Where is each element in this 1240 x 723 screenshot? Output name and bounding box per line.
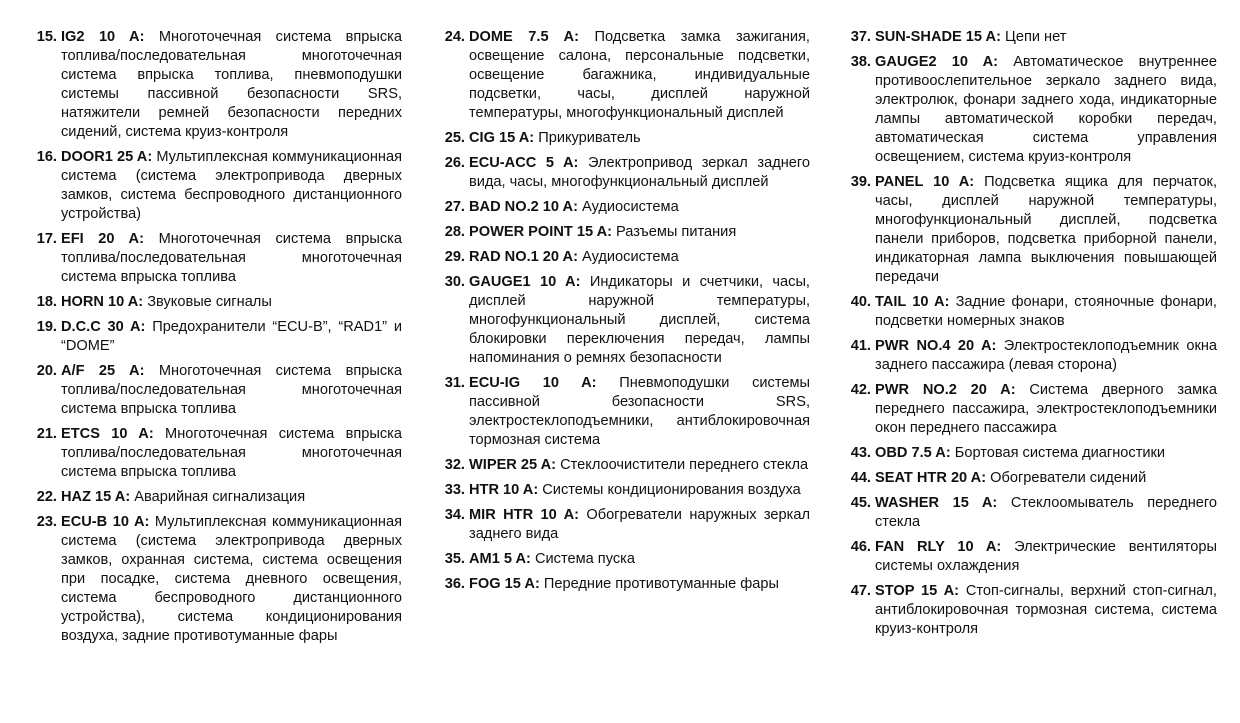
fuse-number: 20. (36, 363, 57, 379)
fuse-description: Пневмоподушки системы пассивной безопасности SRS, электростеклоподъемники, антиблокировочная тормозная система (469, 375, 810, 448)
fuse-description: Электростеклоподъемник окна заднего пассажира (левая сторона) (875, 338, 1218, 373)
fuse-label: WIPER 25 A: (469, 457, 557, 473)
fuse-label: FOG 15 A: (469, 576, 540, 592)
fuse-number: 37. (850, 29, 871, 45)
fuse-number: 44. (850, 470, 871, 486)
fuse-description: Электрические вентиляторы системы охлаждения (875, 539, 1217, 574)
fuse-entry (438, 273, 810, 368)
fuse-label: STOP 15 A: (875, 583, 959, 599)
fuse-number: 30. (444, 274, 465, 290)
fuse-description: Мультиплексная коммуникационная система (система электропривода дверных замков, система беспроводного дистанционного устройства) (61, 149, 402, 222)
fuse-entry (842, 494, 1217, 532)
fuse-description: Аудиосистема (582, 249, 679, 265)
fuse-description: Система пуска (534, 551, 635, 567)
fuse-label: MIR HTR 10 A: (469, 507, 579, 523)
fuse-label: TAIL 10 A: (875, 294, 950, 310)
fuse-entry (30, 488, 402, 507)
fuse-entry (30, 318, 402, 356)
fuse-entry (438, 154, 810, 192)
fuse-description: Подсветка замка зажигания, освещение салона, персональные подсветки, освещение багажника, индивидуальные подсветки, часы, дисплей наружной температуры, многофункциональный дисплей (469, 29, 810, 121)
fuse-description: Разъемы питания (616, 224, 737, 240)
fuse-description: Стеклоомыватель переднего стекла (875, 495, 1217, 530)
fuse-entry (30, 148, 402, 224)
fuse-entry (842, 582, 1217, 639)
fuse-entry (438, 456, 810, 475)
fuse-label: A/F 25 A: (61, 363, 145, 379)
fuse-label: PWR NO.2 20 A: (875, 382, 1016, 398)
fuse-label: EFI 20 A: (61, 231, 144, 247)
fuse-entry (438, 575, 810, 594)
fuse-entry (438, 481, 810, 500)
fuse-entry (438, 28, 810, 123)
fuse-number: 34. (444, 507, 465, 523)
fuse-description: Аварийная сигнализация (134, 489, 306, 505)
fuse-number: 36. (444, 576, 465, 592)
fuse-entry (842, 28, 1217, 47)
fuse-label: SEAT HTR 20 A: (875, 470, 987, 486)
fuse-label: PWR NO.4 20 A: (875, 338, 997, 354)
fuse-description: Обогреватели наружных зеркал заднего вида (469, 507, 810, 542)
fuse-label: HTR 10 A: (469, 482, 539, 498)
fuse-entry (30, 293, 402, 312)
fuse-label: OBD 7.5 A: (875, 445, 951, 461)
fuse-entry (438, 506, 810, 544)
fuse-number: 24. (444, 29, 465, 45)
fuse-label: HAZ 15 A: (61, 489, 131, 505)
fuse-entry (30, 425, 402, 482)
fuse-entry (842, 381, 1217, 438)
fuse-entry (438, 198, 810, 217)
fuse-label: PANEL 10 A: (875, 174, 975, 190)
fuse-entry (30, 28, 402, 142)
fuse-description: Мультиплексная коммуникационная система (система электропривода дверных замков, охранная система, система освещения при посадке, система дневного освещения, система беспроводного дистанционного устройства), система кондиционирования воздуха, задние противотуманные фары (61, 514, 402, 644)
fuse-label: ETCS 10 A: (61, 426, 154, 442)
fuse-entry (842, 173, 1217, 287)
fuse-number: 43. (850, 445, 871, 461)
fuse-label: GAUGE2 10 A: (875, 54, 999, 70)
fuse-number: 15. (36, 29, 57, 45)
fuse-number: 28. (444, 224, 465, 240)
fuse-description: Стоп-сигналы, верхний стоп-сигнал, антиблокировочная тормозная система, система круиз-контроля (875, 583, 1217, 637)
fuse-label: DOOR1 25 A: (61, 149, 153, 165)
fuse-description: Многоточечная система впрыска топлива/последовательная многоточечная система впрыска топлива (61, 231, 403, 285)
fuse-number: 29. (444, 249, 465, 265)
fuse-label: ECU-B 10 A: (61, 514, 150, 530)
fuse-number: 47. (850, 583, 871, 599)
fuse-description: Многоточечная система впрыска топлива/последовательная многоточечная система впрыска топлива (61, 426, 402, 480)
fuse-label: WASHER 15 A: (875, 495, 998, 511)
fuse-entry (842, 53, 1217, 167)
fuse-label: GAUGE1 10 A: (469, 274, 581, 290)
fuse-column-1 (30, 28, 402, 652)
fuse-number: 33. (444, 482, 465, 498)
fuse-entry (438, 248, 810, 267)
fuse-entry (30, 362, 402, 419)
fuse-label: CIG 15 A: (469, 130, 535, 146)
fuse-description: Индикаторы и счетчики, часы, дисплей наружной температуры, многофункциональный дисплей, система блокировки переключения передач, лампы напоминания о ремнях безопасности (469, 274, 810, 366)
fuse-entry (30, 513, 402, 646)
fuse-description: Подсветка ящика для перчаток, часы, дисплей наружной температуры, многофункциональный дисплей, подсветка панели приборов, подсветка приборной панели, индикаторная лампа выключения повышающей передачи (875, 174, 1217, 285)
fuse-description: Звуковые сигналы (147, 294, 272, 310)
fuse-number: 35. (444, 551, 465, 567)
fuse-label: ECU-IG 10 A: (469, 375, 597, 391)
fuse-number: 45. (850, 495, 871, 511)
fuse-description: Аудиосистема (582, 199, 679, 215)
fuse-number: 23. (36, 514, 57, 530)
fuse-number: 38. (850, 54, 871, 70)
fuse-entry (30, 230, 402, 287)
fuse-description: Электропривод зеркал заднего вида, часы, многофункциональный дисплей (469, 155, 811, 190)
fuse-number: 31. (444, 375, 465, 391)
fuse-label: BAD NO.2 10 A: (469, 199, 578, 215)
fuse-description: Системы кондиционирования воздуха (542, 482, 801, 498)
fuse-description: Предохранители “ECU-B”, “RAD1” и “DOME” (61, 319, 402, 354)
fuse-number: 39. (850, 174, 871, 190)
fuse-entry (438, 550, 810, 569)
fuse-entry (842, 538, 1217, 576)
fuse-number: 41. (850, 338, 871, 354)
fuse-entry (438, 374, 810, 450)
fuse-number: 40. (850, 294, 871, 310)
fuse-description: Многоточечная система впрыска топлива/последовательная многоточечная система впрыска топлива (61, 363, 402, 417)
fuse-description: Цепи нет (1005, 29, 1067, 45)
fuse-entry (438, 129, 810, 148)
fuse-description: Задние фонари, стояночные фонари, подсветки номерных знаков (875, 294, 1217, 329)
fuse-entry (842, 469, 1217, 488)
fuse-label: IG2 10 A: (61, 29, 145, 45)
fuse-number: 27. (444, 199, 465, 215)
fuse-entry (842, 293, 1217, 331)
fuse-label: POWER POINT 15 A: (469, 224, 612, 240)
fuse-number: 17. (36, 231, 57, 247)
fuse-description: Передние противотуманные фары (543, 576, 779, 592)
fuse-description: Прикуриватель (538, 130, 641, 146)
fuse-number: 42. (850, 382, 871, 398)
fuse-description: Многоточечная система впрыска топлива/последовательная многоточечная система впрыска топлива, пневмоподушки системы пассивной безопасности SRS, натяжители ремней безопасности передних сидений, система круиз-контроля (61, 29, 402, 140)
fuse-label: FAN RLY 10 A: (875, 539, 1002, 555)
fuse-label: D.C.C 30 A: (61, 319, 146, 335)
fuse-description: Стеклоочистители переднего стекла (560, 457, 809, 473)
fuse-description: Бортовая система диагностики (954, 445, 1166, 461)
fuse-number: 26. (444, 155, 465, 171)
fuse-number: 25. (444, 130, 465, 146)
fuse-number: 46. (850, 539, 871, 555)
fuse-label: HORN 10 A: (61, 294, 144, 310)
fuse-label: ECU-ACC 5 A: (469, 155, 579, 171)
fuse-entry (842, 444, 1217, 463)
fuse-label: AM1 5 A: (469, 551, 531, 567)
fuse-label: DOME 7.5 A: (469, 29, 579, 45)
fuse-label: SUN-SHADE 15 A: (875, 29, 1001, 45)
fuse-description: Система дверного замка переднего пассажира, электростеклоподъемники окон переднего пассажира (875, 382, 1217, 436)
fuse-number: 16. (36, 149, 57, 165)
fuse-entry (842, 337, 1217, 375)
fuse-entry (438, 223, 810, 242)
fuse-number: 22. (36, 489, 57, 505)
fuse-column-3 (842, 28, 1217, 645)
fuse-number: 21. (36, 426, 57, 442)
fuse-number: 19. (36, 319, 57, 335)
fuse-number: 18. (36, 294, 57, 310)
fuse-number: 32. (444, 457, 465, 473)
fuse-description: Автоматическое внутреннее противоослепительное зеркало заднего вида, электролюк, фонари заднего хода, индикаторные лампы автоматической коробки передач, автоматическая система управления освещением, система круиз-контроля (875, 54, 1217, 165)
fuse-column-2 (438, 28, 810, 600)
fuse-description: Обогреватели сидений (990, 470, 1147, 486)
fuse-label: RAD NO.1 20 A: (469, 249, 578, 265)
